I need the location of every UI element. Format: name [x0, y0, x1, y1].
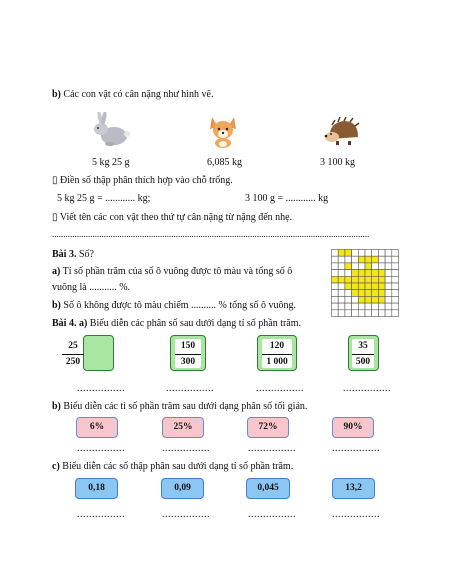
bai4-heading: Bài 4. a) Biểu diễn các phân số sau dưới dạng tỉ số phần trăm. — [52, 318, 302, 329]
grid-cell — [385, 283, 392, 290]
grid-cell — [378, 276, 385, 283]
fraction-card-1 — [83, 335, 114, 371]
grid-cell — [332, 250, 339, 257]
grid-cell — [392, 250, 399, 257]
answer-dots-c1: ................ — [77, 509, 125, 520]
grid-cell — [365, 310, 372, 317]
grid-cell — [345, 310, 352, 317]
grid-cell — [352, 283, 359, 290]
answer-dots-b4: ................ — [332, 443, 380, 454]
grid-cell — [385, 303, 392, 310]
grid-cell — [385, 256, 392, 263]
grid-cell — [385, 310, 392, 317]
grid-cell — [372, 290, 379, 297]
grid-cell — [372, 303, 379, 310]
grid-cell — [378, 290, 385, 297]
bai4-c-heading: c) Biểu diễn các số thập phân sau dưới dạng tỉ số phần trăm. — [52, 461, 294, 472]
grid-cell — [365, 250, 372, 257]
grid-cell — [352, 270, 359, 277]
grid-cell — [345, 270, 352, 277]
fraction-2: 150 300 — [175, 340, 201, 369]
grid-cell — [378, 303, 385, 310]
grid-cell — [332, 303, 339, 310]
fill-instruction: ▯ Điền số thập phân thích hợp vào chỗ trống. — [52, 175, 233, 186]
answer-dots-a4: ................ — [343, 383, 391, 394]
grid-cell — [372, 263, 379, 270]
grid-cell — [385, 250, 392, 257]
grid-cell — [332, 263, 339, 270]
dog-weight: 6,085 kg — [207, 157, 242, 168]
grid-cell — [352, 290, 359, 297]
grid-cell — [345, 256, 352, 263]
part-b-label: b) — [52, 89, 61, 100]
grid-cell — [332, 256, 339, 263]
percent-box-3: 72% — [247, 417, 289, 438]
percent-box-2: 25% — [162, 417, 204, 438]
bai3-b: b) Số ô không được tô màu chiếm .......... % tổng số ô vuông. — [52, 300, 297, 311]
grid-cell — [338, 276, 345, 283]
grid-cell — [358, 270, 365, 277]
bai3-a-line1: a) Tỉ số phần trăm của số ô vuông được tô màu và tổng số ô — [52, 266, 293, 277]
answer-dots-c3: ................ — [248, 509, 296, 520]
grid-cell — [365, 290, 372, 297]
percent-box-1: 6% — [76, 417, 118, 438]
grid-cell — [392, 290, 399, 297]
part-b-text: Các con vật có cân nặng như hình vẽ. — [63, 89, 214, 100]
grid-cell — [332, 290, 339, 297]
grid-cell — [358, 263, 365, 270]
grid-cell — [392, 256, 399, 263]
grid-cell — [358, 250, 365, 257]
decimal-box-3: 0,045 — [246, 478, 290, 499]
grid-cell — [352, 276, 359, 283]
grid-cell — [372, 276, 379, 283]
grid-cell — [352, 256, 359, 263]
rabbit-weight: 5 kg 25 g — [92, 157, 130, 168]
grid-cell — [385, 270, 392, 277]
grid-cell — [332, 310, 339, 317]
grid-cell — [365, 303, 372, 310]
grid-cell — [358, 283, 365, 290]
grid-cell — [378, 250, 385, 257]
grid-cell — [358, 310, 365, 317]
bullet-icon: ▯ — [52, 212, 58, 223]
part-b-heading — [52, 89, 214, 100]
decimal-box-4: 13,2 — [332, 478, 375, 499]
answer-dots-b2: ................ — [162, 443, 210, 454]
rabbit-icon — [88, 112, 132, 148]
grid-cell — [345, 290, 352, 297]
hedgehog-icon — [322, 117, 362, 147]
grid-cell — [338, 263, 345, 270]
grid-cell — [378, 283, 385, 290]
grid-cell — [352, 296, 359, 303]
fraction-1: 25 250 — [62, 340, 84, 369]
grid-cell — [332, 296, 339, 303]
grid-cell — [352, 250, 359, 257]
hedgehog-weight: 3 100 kg — [320, 157, 355, 168]
grid-cell — [365, 263, 372, 270]
order-instruction: ▯ Viết tên các con vật theo thứ tự cân nặng từ nặng đến nhẹ. — [52, 212, 293, 223]
grid-cell — [392, 270, 399, 277]
answer-dots-a3: ................ — [256, 383, 304, 394]
grid-cell — [338, 296, 345, 303]
grid-cell — [385, 290, 392, 297]
grid-cell — [365, 296, 372, 303]
fraction-3: 120 1 000 — [262, 340, 292, 369]
grid-cell — [345, 250, 352, 257]
grid-cell — [352, 263, 359, 270]
grid-cell — [372, 283, 379, 290]
fill-line-1: 5 kg 25 g = ............ kg; — [57, 193, 151, 204]
grid-cell — [338, 270, 345, 277]
fraction-4: 35 500 — [352, 340, 374, 369]
grid-cell — [332, 270, 339, 277]
decimal-box-2: 0,09 — [161, 478, 204, 499]
grid-cell — [358, 276, 365, 283]
grid-cell — [345, 296, 352, 303]
grid-cell — [352, 310, 359, 317]
grid-cell — [392, 283, 399, 290]
square-grid — [331, 249, 399, 318]
grid-cell — [332, 283, 339, 290]
grid-cell — [338, 310, 345, 317]
grid-cell — [385, 296, 392, 303]
grid-cell — [365, 270, 372, 277]
grid-cell — [378, 263, 385, 270]
grid-cell — [392, 276, 399, 283]
answer-dots-c2: ................ — [162, 509, 210, 520]
dog-icon — [206, 113, 240, 149]
grid-cell — [338, 250, 345, 257]
grid-cell — [385, 263, 392, 270]
grid-cell — [392, 303, 399, 310]
grid-cell — [378, 256, 385, 263]
grid-cell — [378, 270, 385, 277]
grid-cell — [345, 276, 352, 283]
bullet-icon: ▯ — [52, 175, 58, 186]
grid-cell — [365, 283, 372, 290]
grid-cell — [358, 290, 365, 297]
grid-cell — [345, 263, 352, 270]
grid-cell — [358, 303, 365, 310]
answer-dots-a2: ................ — [166, 383, 214, 394]
grid-cell — [365, 276, 372, 283]
grid-cell — [385, 276, 392, 283]
bai3-heading: Bài 3. Số? — [52, 249, 94, 260]
bai3-a-line2: vuông là ........... %. — [52, 282, 131, 293]
grid-cell — [378, 296, 385, 303]
decimal-box-1: 0,18 — [75, 478, 118, 499]
grid-cell — [332, 276, 339, 283]
grid-cell — [372, 250, 379, 257]
grid-cell — [352, 303, 359, 310]
fill-line-2: 3 100 g = ............ kg — [245, 193, 329, 204]
grid-cell — [338, 256, 345, 263]
answer-dots-b1: ................ — [77, 443, 125, 454]
answer-dots-c4: ................ — [332, 509, 380, 520]
bai4-b-heading: b) Biểu diễn các tỉ số phần trăm sau dưới dạng phân số tối giản. — [52, 401, 308, 412]
grid-cell — [378, 310, 385, 317]
answer-dots-b3: ................ — [248, 443, 296, 454]
grid-cell — [338, 303, 345, 310]
grid-cell — [365, 256, 372, 263]
grid-cell — [372, 310, 379, 317]
percent-box-4: 90% — [332, 417, 374, 438]
grid-cell — [345, 303, 352, 310]
grid-cell — [338, 283, 345, 290]
grid-cell — [338, 290, 345, 297]
grid-cell — [392, 263, 399, 270]
grid-cell — [358, 256, 365, 263]
grid-cell — [345, 283, 352, 290]
grid-cell — [372, 270, 379, 277]
grid-cell — [372, 256, 379, 263]
grid-cell — [372, 296, 379, 303]
grid-cell — [358, 296, 365, 303]
answer-dots-a1: ................ — [77, 383, 125, 394]
answer-line: ............................................................................................................................................. — [52, 229, 370, 239]
grid-cell — [392, 296, 399, 303]
grid-cell — [392, 310, 399, 317]
